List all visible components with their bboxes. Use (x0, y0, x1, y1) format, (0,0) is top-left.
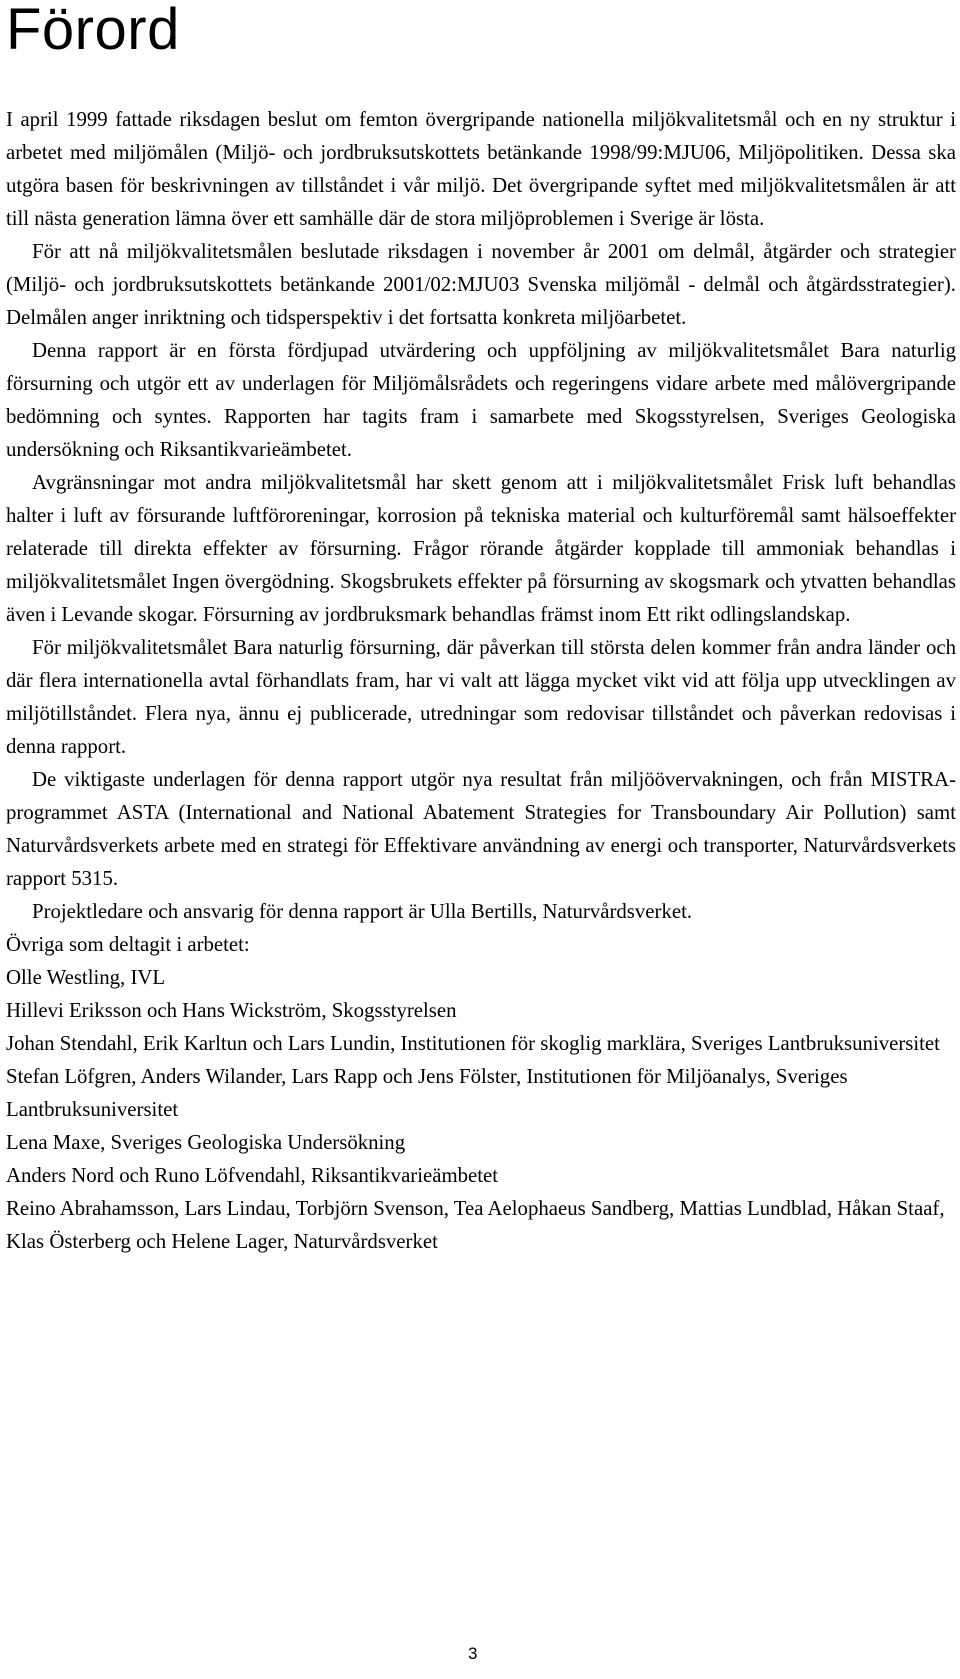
paragraph-underlag: De viktigaste underlagen för denna rapport utgör nya resultat från miljöövervakningen, och från MISTRA-programmet ASTA (International and National Abatement Strategies for Transboundary Air Pollution) samt Naturvårdsverkets arbete med en strategi för Effektivare användning av energi och transporter, Naturvårdsverkets rapport 5315. (6, 768, 956, 890)
paragraph-miljotillstand: För miljökvalitetsmålet Bara naturlig försurning, där påverkan till största delen kommer från andra länder och där flera internationella avtal förhandlats fram, har vi valt att lägga mycket vikt vid att följa upp utvecklingen av miljötillståndet. Flera nya, ännu ej publicerade, utredningar som redovisar tillståndet och påverkan redovisas i denna rapport. (6, 636, 956, 758)
document-body (6, 103, 956, 1258)
contributor-entry: Reino Abrahamsson, Lars Lindau, Torbjörn Svenson, Tea Aelophaeus Sandberg, Mattias Lundblad, Håkan Staaf, Klas Österberg och Helene Lager, Naturvårdsverket (6, 1197, 945, 1253)
contributor-entry: Johan Stendahl, Erik Karltun och Lars Lundin, Institutionen för skoglig marklära, Sveriges Lantbruksuniversitet (6, 1032, 940, 1055)
paragraph-delmal: För att nå miljökvalitetsmålen beslutade riksdagen i november år 2001 om delmål, åtgärder och strategier (Miljö- och jordbruksutskottets betänkande 2001/02:MJU03 Svenska miljömål - delmål och åtgärdsstrategier). Delmålen anger inriktning och tidsperspektiv i det fortsatta konkreta miljöarbetet. (6, 240, 956, 329)
paragraph-intro: I april 1999 fattade riksdagen beslut om femton övergripande nationella miljökvalitetsmål och en ny struktur i arbetet med miljömålen (Miljö- och jordbruksutskottets betänkande 1998/99:MJU06, Miljöpolitiken. Dessa ska utgöra basen för beskrivningen av tillståndet i vår miljö. Det övergripande syftet med miljökvalitetsmålen är att till nästa generation lämna över ett samhälle där de stora miljöproblemen i Sverige är lösta. (6, 108, 956, 230)
contributor-entry: Anders Nord och Runo Löfvendahl, Riksantikvarieämbetet (6, 1164, 499, 1187)
contributor-entry: Lena Maxe, Sveriges Geologiska Undersökning (6, 1131, 406, 1154)
paragraph-avgransningar: Avgränsningar mot andra miljökvalitetsmål har skett genom att i miljökvalitetsmålet Frisk luft behandlas halter i luft av försurande luftföroreningar, korrosion på tekniska material och kulturföremål samt hälsoeffekter relaterade till direkta effekter av försurning. Frågor rörande åtgärder kopplade till ammoniak behandlas i miljökvalitetsmålet Ingen övergödning. Skogsbrukets effekter på försurning av skogsmark och ytvatten behandlas även i Levande skogar. Försurning av jordbruksmark behandlas främst inom Ett rikt odlingslandskap. (6, 471, 956, 626)
paragraph-rapport: Denna rapport är en första fördjupad utvärdering och uppföljning av miljökvalitetsmålet Bara naturlig försurning och utgör ett av underlagen för Miljömålsrådets och regeringens vidare arbete med målövergripande bedömning och syntes. Rapporten har tagits fram i samarbete med Skogsstyrelsen, Sveriges Geologiska undersökning och Riksantikvarieämbetet. (6, 339, 956, 461)
page-title: Förord (6, 0, 180, 62)
page-number: 3 (468, 1644, 478, 1663)
paragraph-projektledare: Projektledare och ansvarig för denna rapport är Ulla Bertills, Naturvårdsverket. (32, 900, 693, 923)
contributors-heading: Övriga som deltagit i arbetet: (6, 933, 250, 956)
contributor-entry: Stefan Löfgren, Anders Wilander, Lars Rapp och Jens Fölster, Institutionen för Miljöanalys, Sveriges Lantbruksuniversitet (6, 1065, 848, 1121)
contributors-list (6, 961, 956, 1258)
contributor-entry: Hillevi Eriksson och Hans Wickström, Skogsstyrelsen (6, 999, 457, 1022)
contributor-entry: Olle Westling, IVL (6, 966, 166, 989)
